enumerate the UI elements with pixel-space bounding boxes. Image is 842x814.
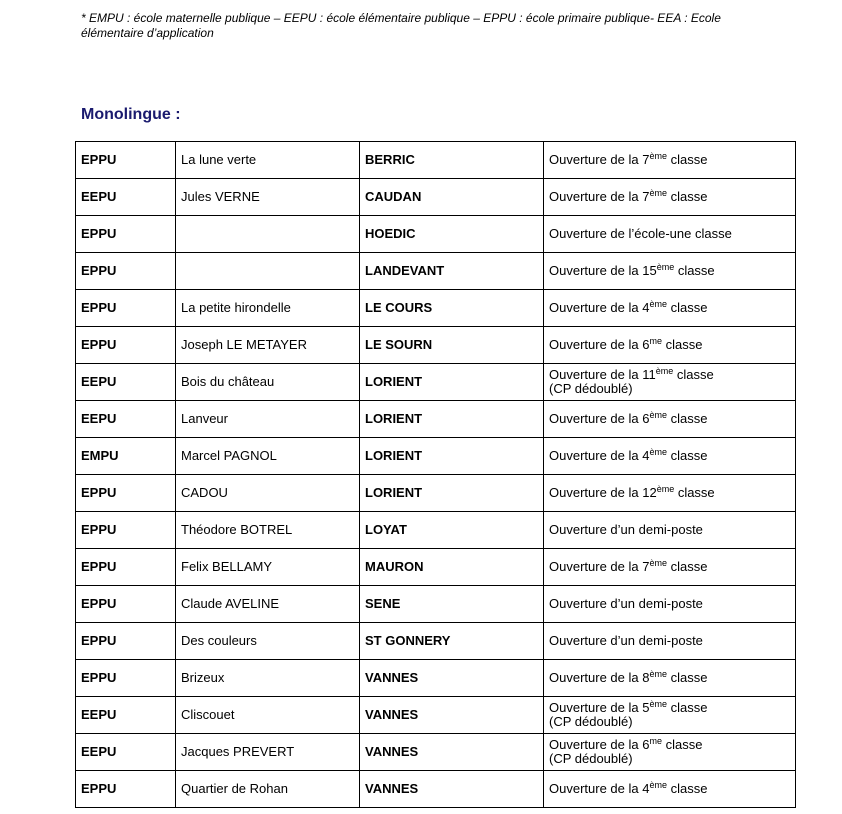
school-type-cell: EPPU bbox=[76, 142, 176, 179]
table-row bbox=[76, 512, 796, 549]
action-cell bbox=[544, 475, 796, 512]
ordinal-suffix: ème bbox=[655, 366, 674, 376]
table-row bbox=[76, 142, 796, 179]
school-name-cell: Bois du château bbox=[176, 364, 360, 401]
action-cell bbox=[544, 734, 796, 771]
city-cell: VANNES bbox=[360, 697, 544, 734]
action-text: Ouverture de la 4 bbox=[549, 300, 650, 315]
city-cell: ST GONNERY bbox=[360, 623, 544, 660]
action-text: Ouverture de la 8 bbox=[549, 670, 650, 685]
action-text: Ouverture de la 6 bbox=[549, 737, 650, 752]
action-text-end: classe bbox=[661, 737, 703, 752]
action-text: Ouverture d’un demi-poste bbox=[549, 596, 703, 611]
school-type-cell: EPPU bbox=[76, 549, 176, 586]
footnote: * EMPU : école maternelle publique – EEPU : école élémentaire publique – EPPU : école primaire publique- EEA : Ecole élémentaire d’application bbox=[81, 11, 721, 40]
ordinal-suffix: ème bbox=[649, 299, 667, 309]
school-name-cell: La petite hirondelle bbox=[176, 290, 360, 327]
action-cell bbox=[544, 771, 796, 808]
action-text-end: classe bbox=[674, 485, 715, 500]
city-cell: HOEDIC bbox=[360, 216, 544, 253]
school-type-cell: EPPU bbox=[76, 253, 176, 290]
action-text: Ouverture de la 11 bbox=[549, 367, 656, 382]
action-text: Ouverture de la 7 bbox=[549, 189, 650, 204]
action-cell bbox=[544, 623, 796, 660]
school-name-cell: Marcel PAGNOL bbox=[176, 438, 360, 475]
action-text: Ouverture de la 4 bbox=[549, 781, 650, 796]
action-cell bbox=[544, 401, 796, 438]
city-cell: LANDEVANT bbox=[360, 253, 544, 290]
action-text: Ouverture de la 4 bbox=[549, 448, 650, 463]
schools-table bbox=[75, 141, 796, 808]
school-name-cell: Théodore BOTREL bbox=[176, 512, 360, 549]
action-text: Ouverture de la 7 bbox=[549, 559, 650, 574]
action-text-end: classe bbox=[666, 411, 708, 426]
action-text-end: classe bbox=[666, 781, 708, 796]
school-type-cell: EPPU bbox=[76, 290, 176, 327]
action-text-end: classe bbox=[666, 700, 708, 715]
city-cell: LE SOURN bbox=[360, 327, 544, 364]
action-cell bbox=[544, 290, 796, 327]
ordinal-suffix: ème bbox=[649, 558, 667, 568]
city-cell: VANNES bbox=[360, 660, 544, 697]
action-text-end: classe bbox=[661, 337, 703, 352]
school-name-cell: Joseph LE METAYER bbox=[176, 327, 360, 364]
table-row bbox=[76, 327, 796, 364]
school-type-cell: EPPU bbox=[76, 623, 176, 660]
school-type-cell: EPPU bbox=[76, 771, 176, 808]
school-name-cell: Felix BELLAMY bbox=[176, 549, 360, 586]
action-text: Ouverture de la 12 bbox=[549, 485, 657, 500]
city-cell: VANNES bbox=[360, 771, 544, 808]
city-cell: SENE bbox=[360, 586, 544, 623]
city-cell: LOYAT bbox=[360, 512, 544, 549]
city-cell: MAURON bbox=[360, 549, 544, 586]
city-cell: LORIENT bbox=[360, 438, 544, 475]
ordinal-suffix: ème bbox=[649, 780, 667, 790]
ordinal-suffix: me bbox=[649, 736, 662, 746]
ordinal-suffix: ème bbox=[656, 484, 675, 494]
school-type-cell: EEPU bbox=[76, 179, 176, 216]
action-text: Ouverture de l’école-une classe bbox=[549, 226, 732, 241]
action-text: Ouverture de la 5 bbox=[549, 700, 650, 715]
school-type-cell: EPPU bbox=[76, 660, 176, 697]
table-row bbox=[76, 697, 796, 734]
action-text-end: classe bbox=[673, 367, 714, 382]
school-name-cell: CADOU bbox=[176, 475, 360, 512]
action-cell bbox=[544, 142, 796, 179]
school-type-cell: EPPU bbox=[76, 512, 176, 549]
action-text-end: classe bbox=[666, 152, 708, 167]
school-name-cell: Jules VERNE bbox=[176, 179, 360, 216]
action-cell bbox=[544, 253, 796, 290]
action-text: Ouverture de la 6 bbox=[549, 411, 650, 426]
school-name-cell bbox=[176, 253, 360, 290]
action-note: (CP dédoublé) bbox=[549, 381, 633, 396]
action-text: Ouverture de la 7 bbox=[549, 152, 650, 167]
city-cell: CAUDAN bbox=[360, 179, 544, 216]
table-row bbox=[76, 771, 796, 808]
table-row bbox=[76, 253, 796, 290]
action-note: (CP dédoublé) bbox=[549, 714, 633, 729]
action-cell bbox=[544, 697, 796, 734]
school-name-cell bbox=[176, 216, 360, 253]
school-type-cell: EEPU bbox=[76, 697, 176, 734]
table-row bbox=[76, 475, 796, 512]
table-row bbox=[76, 401, 796, 438]
action-cell bbox=[544, 549, 796, 586]
action-cell bbox=[544, 586, 796, 623]
ordinal-suffix: ème bbox=[649, 188, 667, 198]
school-type-cell: EPPU bbox=[76, 475, 176, 512]
action-text-end: classe bbox=[666, 670, 708, 685]
action-text: Ouverture d’un demi-poste bbox=[549, 633, 703, 648]
school-type-cell: EEPU bbox=[76, 401, 176, 438]
table-row bbox=[76, 179, 796, 216]
city-cell: LORIENT bbox=[360, 475, 544, 512]
action-cell bbox=[544, 327, 796, 364]
school-type-cell: EPPU bbox=[76, 327, 176, 364]
table-row bbox=[76, 216, 796, 253]
action-cell bbox=[544, 512, 796, 549]
ordinal-suffix: ème bbox=[649, 447, 667, 457]
school-name-cell: Des couleurs bbox=[176, 623, 360, 660]
school-type-cell: EEPU bbox=[76, 734, 176, 771]
action-text-end: classe bbox=[666, 300, 708, 315]
table-row bbox=[76, 660, 796, 697]
action-text: Ouverture de la 6 bbox=[549, 337, 650, 352]
action-text-end: classe bbox=[674, 263, 715, 278]
table-row bbox=[76, 734, 796, 771]
school-type-cell: EPPU bbox=[76, 216, 176, 253]
school-type-cell: EMPU bbox=[76, 438, 176, 475]
action-text-end: classe bbox=[666, 448, 708, 463]
action-text-end: classe bbox=[666, 189, 708, 204]
action-text: Ouverture de la 15 bbox=[549, 263, 657, 278]
city-cell: LE COURS bbox=[360, 290, 544, 327]
ordinal-suffix: ème bbox=[656, 262, 675, 272]
ordinal-suffix: ème bbox=[649, 669, 667, 679]
ordinal-suffix: ème bbox=[649, 410, 667, 420]
action-text: Ouverture d’un demi-poste bbox=[549, 522, 703, 537]
ordinal-suffix: me bbox=[649, 336, 662, 346]
table-row bbox=[76, 549, 796, 586]
city-cell: VANNES bbox=[360, 734, 544, 771]
school-name-cell: La lune verte bbox=[176, 142, 360, 179]
school-type-cell: EEPU bbox=[76, 364, 176, 401]
action-note: (CP dédoublé) bbox=[549, 751, 633, 766]
table-row bbox=[76, 623, 796, 660]
table-row bbox=[76, 586, 796, 623]
school-name-cell: Cliscouet bbox=[176, 697, 360, 734]
school-name-cell: Claude AVELINE bbox=[176, 586, 360, 623]
table-body bbox=[76, 142, 796, 808]
action-cell bbox=[544, 364, 796, 401]
table-row bbox=[76, 438, 796, 475]
action-cell bbox=[544, 660, 796, 697]
city-cell: LORIENT bbox=[360, 401, 544, 438]
action-text-end: classe bbox=[666, 559, 708, 574]
school-name-cell: Lanveur bbox=[176, 401, 360, 438]
school-name-cell: Quartier de Rohan bbox=[176, 771, 360, 808]
ordinal-suffix: ème bbox=[649, 151, 667, 161]
action-cell bbox=[544, 216, 796, 253]
city-cell: LORIENT bbox=[360, 364, 544, 401]
action-cell bbox=[544, 438, 796, 475]
section-title: Monolingue : bbox=[81, 106, 181, 123]
ordinal-suffix: ème bbox=[649, 699, 667, 709]
school-type-cell: EPPU bbox=[76, 586, 176, 623]
action-cell bbox=[544, 179, 796, 216]
table-row bbox=[76, 290, 796, 327]
table-row bbox=[76, 364, 796, 401]
city-cell: BERRIC bbox=[360, 142, 544, 179]
school-name-cell: Jacques PREVERT bbox=[176, 734, 360, 771]
school-name-cell: Brizeux bbox=[176, 660, 360, 697]
